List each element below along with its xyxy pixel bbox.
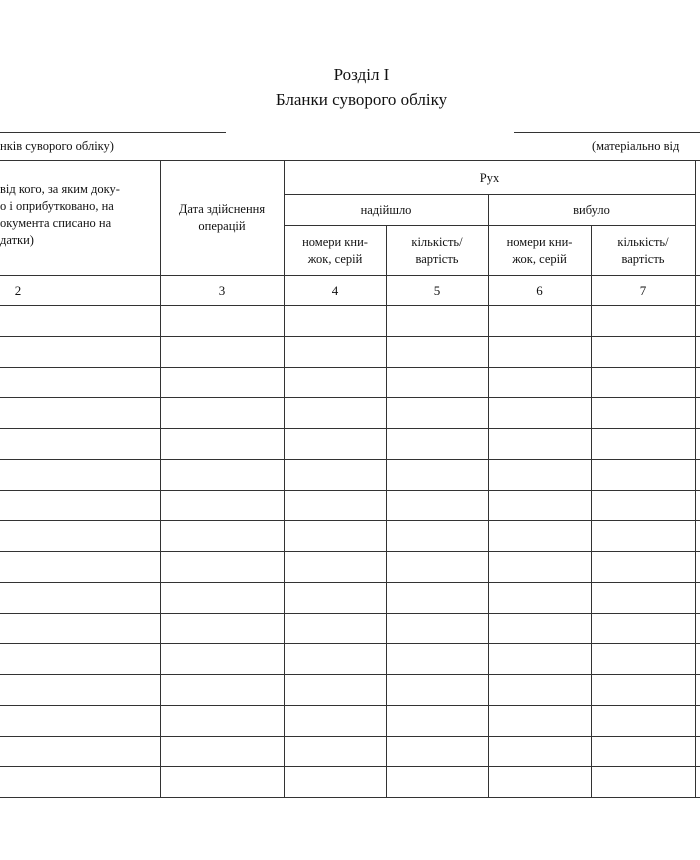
- body-row-line: [0, 797, 700, 798]
- column-number-6: 6: [536, 283, 543, 298]
- column-number-4: 4: [331, 283, 339, 298]
- right-fill-line: [514, 132, 700, 133]
- body-row-line: [0, 336, 700, 337]
- movement-header: Рух: [479, 171, 500, 185]
- body-row-line: [0, 367, 700, 368]
- body-row-line: [0, 766, 700, 767]
- received-header: надійшло: [360, 203, 412, 217]
- received-numbers-line-2: жок, серій: [307, 252, 363, 266]
- issued-numbers-line-2: жок, серій: [512, 252, 567, 266]
- body-row-line: [0, 643, 700, 644]
- received-qty-line-1: кількість/: [411, 235, 463, 249]
- body-row-line: [0, 613, 700, 614]
- column-number-5: 5: [433, 283, 441, 298]
- issued-header: вибуло: [573, 203, 610, 217]
- col3-header-line-1: Дата здійснення: [178, 202, 266, 216]
- body-row-line: [0, 582, 700, 583]
- section-title: Розділ I: [333, 65, 390, 84]
- col2-header-line-4: датки): [0, 233, 34, 247]
- col-divider-4-5: [386, 225, 387, 798]
- col-divider-7-8: [695, 160, 696, 798]
- header-bottom-border: [0, 275, 700, 276]
- table-top-border: [0, 160, 700, 161]
- column-number-7: 7: [639, 283, 647, 298]
- col3-header-line-2: операцій: [198, 219, 246, 233]
- issued-qty-line-2: вартість: [621, 252, 665, 266]
- body-row-line: [0, 520, 700, 521]
- movement-divider: [284, 194, 695, 195]
- left-caption: нків суворого обліку): [0, 139, 114, 153]
- body-row-line: [0, 736, 700, 737]
- left-fill-line: [0, 132, 226, 133]
- numbers-row-bottom: [0, 305, 700, 306]
- issued-qty-line-1: кількість/: [617, 235, 669, 249]
- column-number-3: 3: [218, 283, 226, 298]
- subheader-divider: [284, 225, 695, 226]
- body-row-line: [0, 490, 700, 491]
- col2-header-line-3: окумента списано на: [0, 216, 112, 230]
- body-row-line: [0, 705, 700, 706]
- right-caption: (матеріально від: [592, 139, 680, 153]
- col-divider-2-3: [160, 160, 161, 798]
- received-qty-line-2: вартість: [415, 252, 459, 266]
- col-divider-6-7: [591, 225, 592, 798]
- col2-header-line-1: від кого, за яким доку-: [0, 182, 120, 196]
- issued-numbers-line-1: номери кни-: [506, 235, 573, 249]
- column-number-2: 2: [14, 283, 22, 298]
- col2-header-line-2: о і оприбутковано, на: [0, 199, 114, 213]
- body-row-line: [0, 397, 700, 398]
- form-subtitle: Бланки суворого обліку: [275, 90, 448, 109]
- received-numbers-line-1: номери кни-: [302, 235, 368, 249]
- body-row-line: [0, 428, 700, 429]
- body-row-line: [0, 551, 700, 552]
- body-row-line: [0, 674, 700, 675]
- body-row-line: [0, 459, 700, 460]
